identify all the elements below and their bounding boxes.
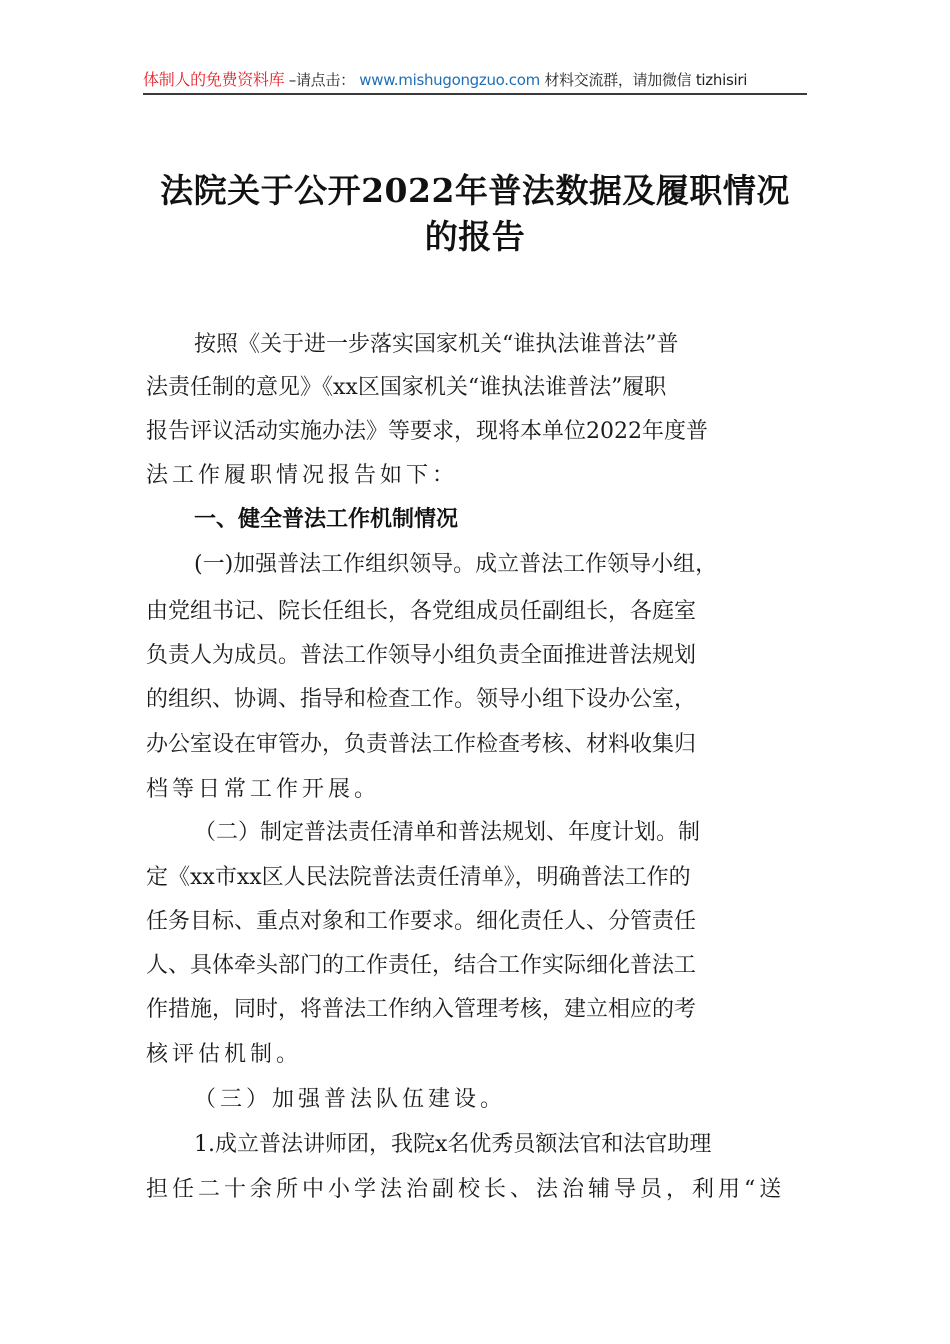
body-line: 1.成立普法讲师团，我院x名优秀员额法官和法官助理 xyxy=(194,1132,712,1157)
body-line: 按照《关于进一步落实国家机关“谁执法谁普法”普 xyxy=(194,332,679,357)
body-line: 人、具体牵头部门的工作责任，结合工作实际细化普法工 xyxy=(146,953,697,978)
body-line: 的组织、协调、指导和检查工作。领导小组下设办公室， xyxy=(146,687,697,712)
title-line-1: 法院关于公开2022年普法数据及履职情况 xyxy=(160,171,790,210)
body-line: 负责人为成员。普法工作领导小组负责全面推进普法规划 xyxy=(146,643,697,668)
document-title xyxy=(140,168,810,260)
body-line: 由党组书记、院长任组长，各党组成员任副组长，各庭室 xyxy=(146,599,697,624)
header-divider xyxy=(143,93,807,95)
body-line: 档等日常工作开展。 xyxy=(146,777,381,802)
body-line: 办公室设在审管办，负责普法工作检查考核、材料收集归 xyxy=(146,732,697,757)
body-line: 法工作履职情况报告如下： xyxy=(146,463,459,488)
body-line: 担任二十余所中小学法治副校长、法治辅导员，利用“送 xyxy=(146,1177,786,1202)
header-prompt: –请点击： xyxy=(288,71,355,89)
body-line: （三）加强普法队伍建设。 xyxy=(194,1087,507,1112)
body-line: (一)加强普法工作组织领导。成立普法工作领导小组， xyxy=(194,552,718,577)
header-suffix: 材料交流群，请加微信 tizhisiri xyxy=(544,71,748,89)
body-line: 法责任制的意见》《xx区国家机关“谁执法谁普法”履职 xyxy=(146,375,667,400)
section-heading: 一、健全普法工作机制情况 xyxy=(194,507,459,532)
header-brand: 体制人的免费资料库 xyxy=(143,70,285,89)
body-line: 核评估机制。 xyxy=(146,1042,303,1067)
body-line: 任务目标、重点对象和工作要求。细化责任人、分管责任 xyxy=(146,909,697,934)
page-header xyxy=(143,68,807,92)
body-line: 报告评议活动实施办法》等要求，现将本单位2022年度普 xyxy=(146,419,708,444)
title-line-2: 的报告 xyxy=(424,217,526,256)
body-line: 定《xx市xx区人民法院普法责任清单》，明确普法工作的 xyxy=(146,865,691,890)
body-line: （二）制定普法责任清单和普法规划、年度计划。制 xyxy=(194,820,701,845)
header-url-link[interactable]: www.mishugongzuo.com xyxy=(359,71,540,89)
body-line: 作措施，同时，将普法工作纳入管理考核，建立相应的考 xyxy=(146,997,697,1022)
